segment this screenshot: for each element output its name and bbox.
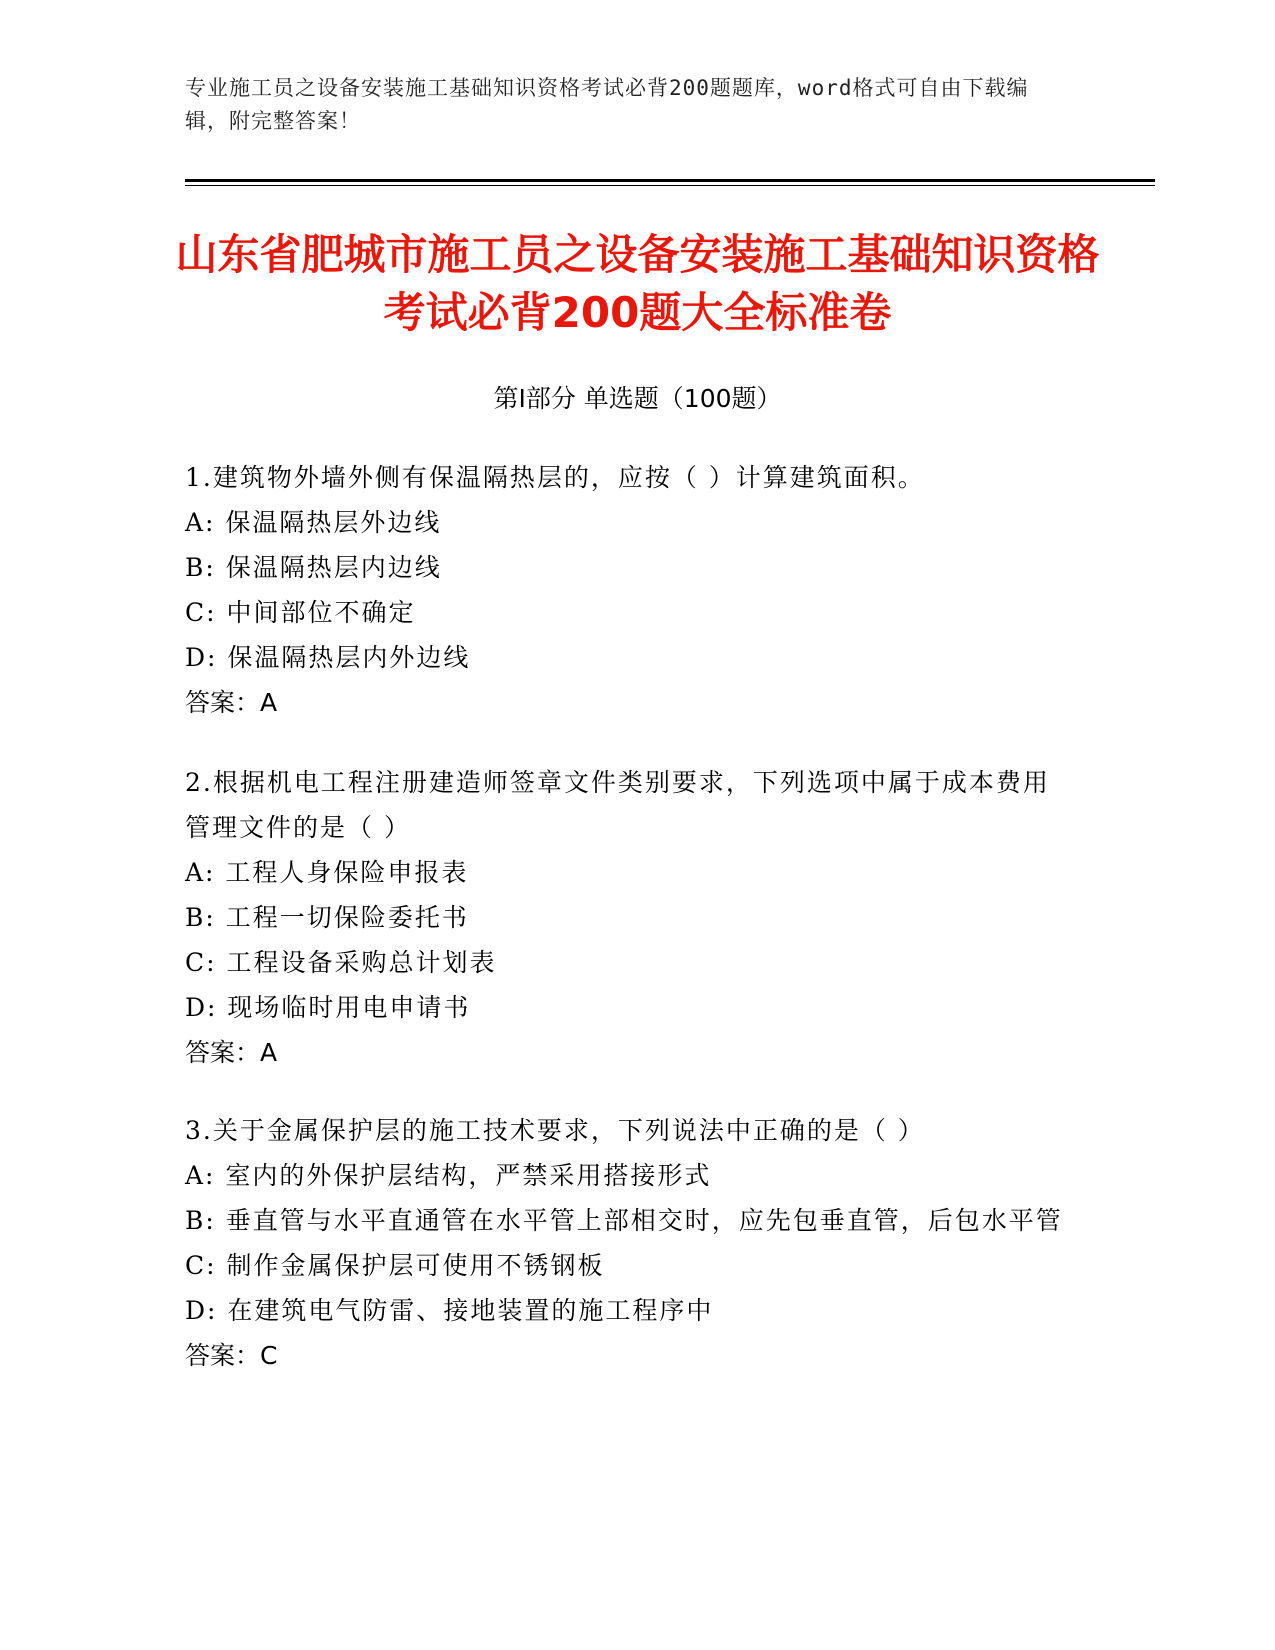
question-1 [185,455,1065,725]
header-rule-thin [185,185,1155,186]
option-c: C: 中间部位不确定 [185,598,416,627]
answer: 答案：A [185,1038,278,1067]
question-stem: 1.建筑物外墙外侧有保温隔热层的，应按（ ）计算建筑面积。 [185,463,925,492]
option-c: C: 工程设备采购总计划表 [185,948,497,977]
question-stem: 3.关于金属保护层的施工技术要求，下列说法中正确的是（ ） [185,1116,925,1145]
section-title: 第I部分 单选题（100题） [493,384,782,413]
option-a: A: 工程人身保险申报表 [185,858,469,887]
option-b: B: 工程一切保险委托书 [185,903,469,932]
header-note: 专业施工员之设备安装施工基础知识资格考试必背200题题库，word格式可自由下载编辑，附完整答案！ [185,76,1029,133]
answer: 答案：C [185,1341,278,1370]
question-stem: 2.根据机电工程注册建造师签章文件类别要求，下列选项中属于成本费用管理文件的是（ ） [185,768,1050,842]
option-d: D: 在建筑电气防雷、接地装置的施工程序中 [185,1296,714,1325]
option-d: D: 保温隔热层内外边线 [185,643,471,672]
option-c: C: 制作金属保护层可使用不锈钢板 [185,1251,605,1280]
question-2 [185,760,1065,1075]
answer: 答案：A [185,688,278,717]
document-title: 山东省肥城市施工员之设备安装施工基础知识资格考试必背200题大全标准卷 [175,230,1100,337]
option-d: D: 现场临时用电申请书 [185,993,471,1022]
option-b: B: 保温隔热层内边线 [185,553,442,582]
question-3 [185,1108,1065,1378]
option-b: B: 垂直管与水平直通管在水平管上部相交时，应先包垂直管，后包水平管 [185,1206,1063,1235]
header-rule-thick [185,179,1155,182]
option-a: A: 室内的外保护层结构，严禁采用搭接形式 [185,1161,712,1190]
option-a: A: 保温隔热层外边线 [185,508,442,537]
